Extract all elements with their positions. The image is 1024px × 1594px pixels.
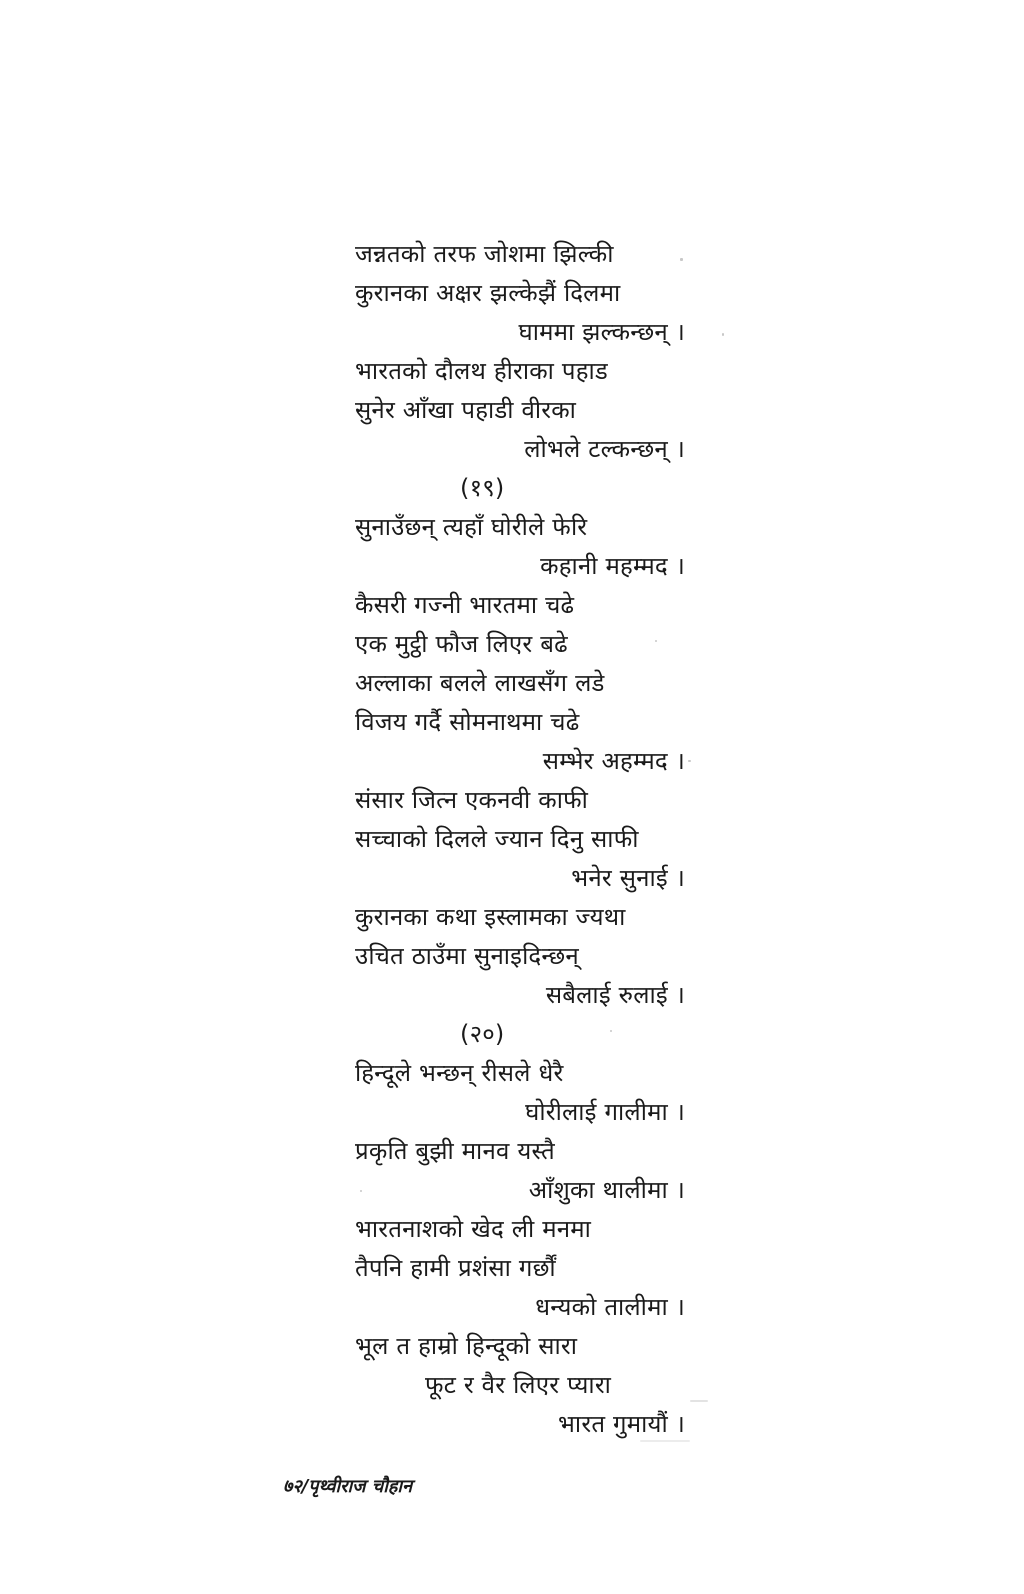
- scan-speck: [680, 258, 683, 261]
- poem-line: तैपनि हामी प्रशंसा गर्छौं: [355, 1254, 556, 1282]
- poem-line: भारतनाशको खेद ली मनमा: [355, 1215, 592, 1243]
- scan-speck: [640, 1440, 690, 1442]
- poem-line: संसार जित्न एकनवी काफी: [355, 786, 589, 814]
- poem-refrain-line: सबैलाई रुलाई ।: [545, 981, 685, 1009]
- poem-line: सुनाउँछन् त्यहाँ घोरीले फेरि: [355, 513, 588, 541]
- poem-line: कुरानका अक्षर झल्केझैं दिलमा: [355, 279, 621, 307]
- scan-speck: [688, 760, 691, 762]
- page-footer: ७२/पृथ्वीराज चौहान: [283, 1476, 413, 1497]
- scan-speck: [690, 1400, 708, 1402]
- stanza-number: (२०): [460, 1020, 505, 1048]
- poem-line: कैसरी गज्नी भारतमा चढे: [355, 591, 575, 619]
- poem-refrain-line: घोरीलाई गालीमा ।: [525, 1098, 685, 1126]
- poem-refrain-line: सम्भेर अहम्मद ।: [542, 747, 685, 775]
- scan-speck: [610, 1030, 612, 1032]
- poem-line: सुनेर आँखा पहाडी वीरका: [355, 396, 577, 424]
- poem-line: प्रकृति बुझी मानव यस्तै: [355, 1137, 555, 1165]
- poem-refrain-line: कहानी महम्मद ।: [540, 552, 685, 580]
- poem-line: फूट र वैर लिएर प्यारा: [425, 1371, 612, 1399]
- poem-refrain-line: घाममा झल्कन्छन् ।: [518, 318, 685, 346]
- poem-line: अल्लाका बलले लाखसँग लडे: [355, 669, 605, 697]
- poem-line: कुरानका कथा इस्लामका ज्यथा: [355, 903, 626, 931]
- poem-line: एक मुट्ठी फौज लिएर बढे: [355, 630, 568, 658]
- scan-speck: [722, 333, 724, 336]
- poem-line: हिन्दूले भन्छन् रीसले धेरै: [355, 1059, 564, 1087]
- stanza-number: (१९): [460, 474, 505, 502]
- scan-speck: [360, 1190, 362, 1192]
- poem-line: भूल त हाम्रो हिन्दूको सारा: [355, 1332, 578, 1360]
- poem-line: भारतको दौलथ हीराका पहाड: [355, 357, 608, 385]
- poem-block: [355, 236, 685, 1456]
- poem-refrain-line: लोभले टल्कन्छन् ।: [524, 435, 685, 463]
- scan-speck: [655, 640, 657, 642]
- poem-refrain-line: भनेर सुनाई ।: [571, 864, 685, 892]
- poem-line: जन्नतको तरफ जोशमा झिल्की: [355, 240, 614, 268]
- poem-refrain-line: धन्यको तालीमा ।: [535, 1293, 685, 1321]
- poem-refrain-line: आँशुका थालीमा ।: [528, 1176, 685, 1204]
- poem-line: उचित ठाउँमा सुनाइदिन्छन्: [355, 942, 579, 970]
- poem-line: सच्चाको दिलले ज्यान दिनु साफी: [355, 825, 639, 853]
- poem-refrain-line: भारत गुमायौं ।: [558, 1410, 685, 1438]
- poem-line: विजय गर्दै सोमनाथमा चढे: [355, 708, 580, 736]
